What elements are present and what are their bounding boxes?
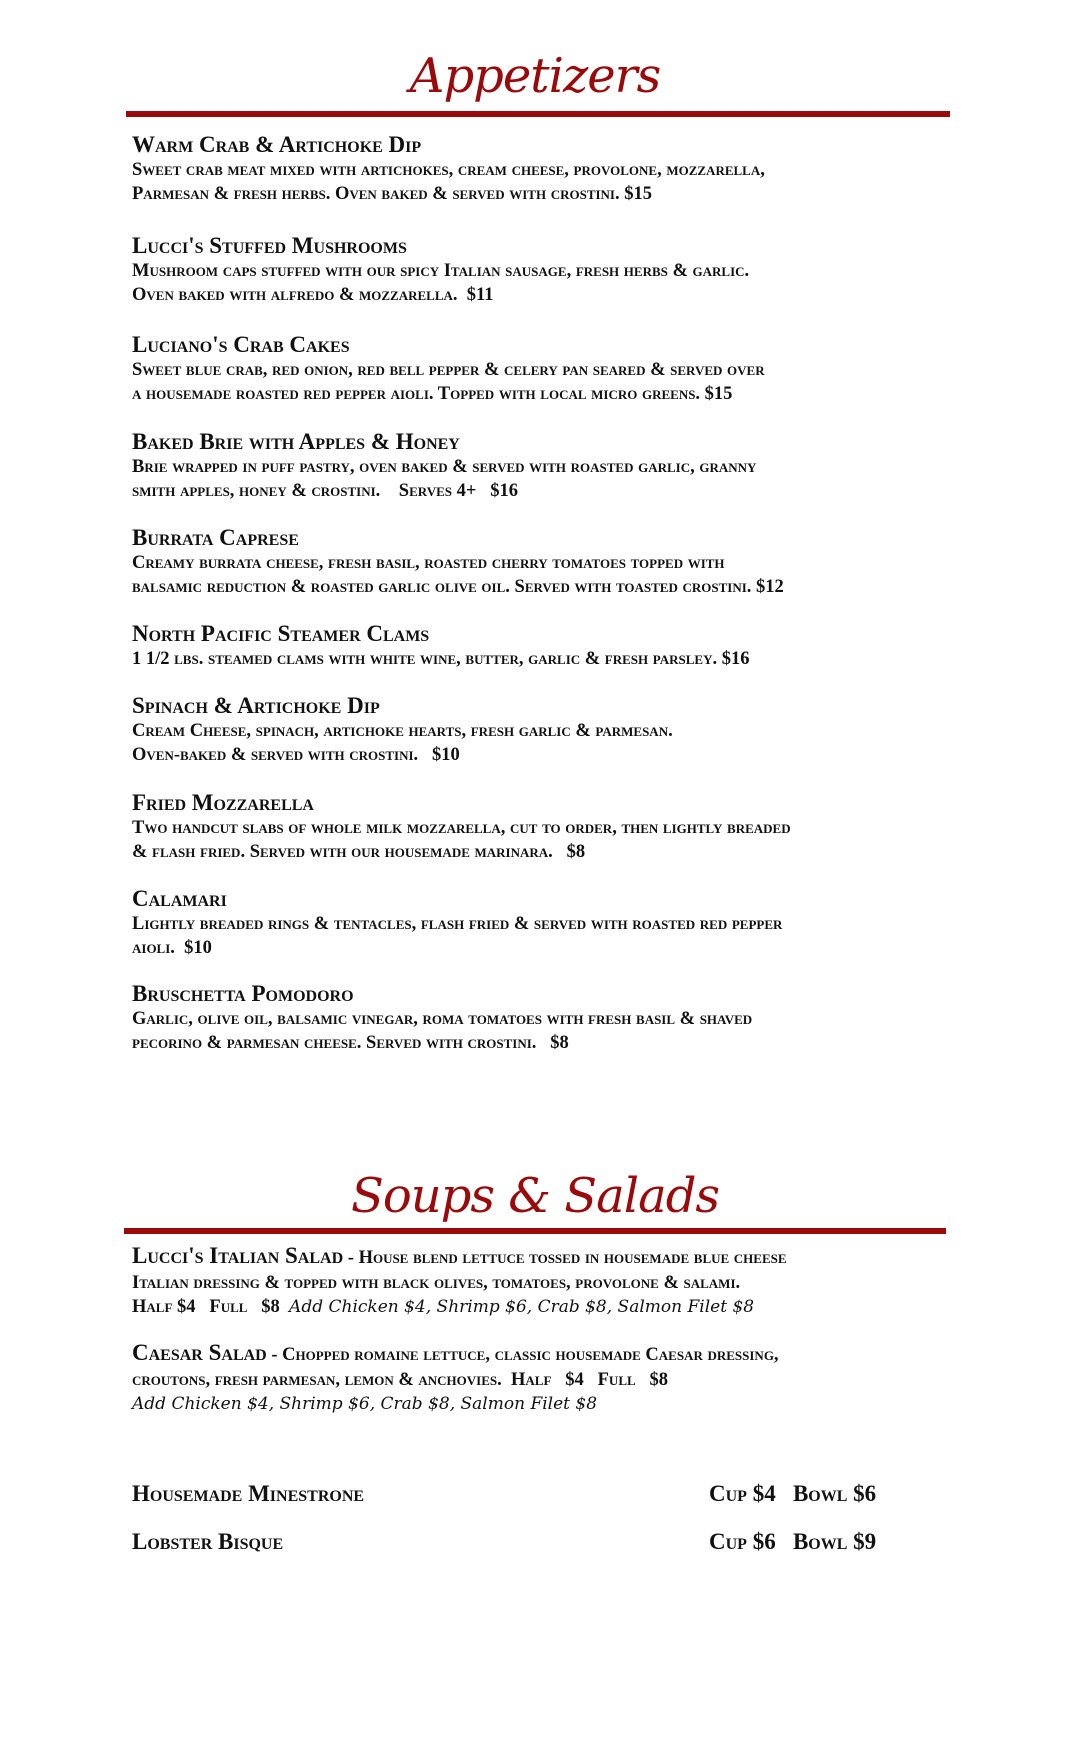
- soups-salads-heading: Soups & Salads: [350, 1168, 720, 1224]
- item-description: - Chopped romaine lettuce, classic housemade Caesar dressing,: [266, 1345, 779, 1365]
- item-name: Fried Mozzarella: [132, 790, 314, 815]
- item-description: Sweet blue crab, red onion, red bell pepper & celery pan seared & served over: [132, 360, 765, 380]
- item-description: Lightly breaded rings & tentacles, flash fried & served with roasted red pepper: [132, 914, 783, 934]
- item-description: pecorino & parmesan cheese. Served with crostini. $8: [132, 1033, 569, 1053]
- item-name: Lucci's Italian Salad: [132, 1243, 344, 1268]
- menu-item-caesar-salad: [132, 1341, 952, 1417]
- item-name: Calamari: [132, 886, 227, 911]
- soup-price: Cup $4 Bowl $6: [709, 1481, 877, 1506]
- item-name: Baked Brie with Apples & Honey: [132, 429, 460, 454]
- item-description: croutons, fresh parmesan, lemon & anchovies. Half $4 Full $8: [132, 1369, 669, 1390]
- item-description: Garlic, olive oil, balsamic vinegar, roma tomatoes with fresh basil & shaved: [132, 1009, 753, 1029]
- menu-item: [132, 790, 952, 864]
- item-addons: Add Chicken $4, Shrimp $6, Crab $8, Salmon Filet $8: [132, 1394, 598, 1414]
- soup-price: Cup $6 Bowl $9: [709, 1529, 877, 1554]
- menu-item: [132, 132, 952, 206]
- menu-item-italian-salad: [132, 1244, 952, 1320]
- item-description: Sweet crab meat mixed with artichokes, cream cheese, provolone, mozzarella,: [132, 160, 765, 180]
- item-description: Cream Cheese, spinach, artichoke hearts, fresh garlic & parmesan.: [132, 721, 673, 741]
- soup-name: Lobster Bisque: [132, 1529, 284, 1554]
- menu-item: [132, 621, 952, 671]
- soups-salads-divider: [124, 1228, 946, 1234]
- item-description: a housemade roasted red pepper aioli. Topped with local micro greens. $15: [132, 384, 733, 404]
- appetizers-divider: [126, 111, 950, 117]
- item-name: Luciano's Crab Cakes: [132, 332, 350, 357]
- appetizers-heading: Appetizers: [409, 48, 661, 104]
- item-name: Lucci's Stuffed Mushrooms: [132, 233, 407, 258]
- item-description: aioli. $10: [132, 938, 212, 958]
- item-name: Burrata Caprese: [132, 525, 299, 550]
- item-description: balsamic reduction & roasted garlic olive oil. Served with toasted crostini. $12: [132, 577, 784, 597]
- item-description: Two handcut slabs of whole milk mozzarella, cut to order, then lightly breaded: [132, 818, 791, 838]
- menu-item: [132, 332, 952, 406]
- item-description: Creamy burrata cheese, fresh basil, roasted cherry tomatoes topped with: [132, 553, 725, 573]
- item-name: Caesar Salad: [132, 1340, 267, 1365]
- item-description: - House blend lettuce tossed in housemade blue cheese: [343, 1248, 787, 1268]
- menu-item: [132, 233, 952, 307]
- item-description: smith apples, honey & crostini. Serves 4+ $16: [132, 481, 519, 501]
- item-name: Spinach & Artichoke Dip: [132, 693, 380, 718]
- item-description: Brie wrapped in puff pastry, oven baked & served with roasted garlic, granny: [132, 457, 757, 477]
- item-description: Oven-baked & served with crostini. $10: [132, 745, 460, 765]
- item-name: North Pacific Steamer Clams: [132, 621, 430, 646]
- item-description: Italian dressing & topped with black olives, tomatoes, provolone & salami.: [132, 1272, 741, 1293]
- menu-item: [132, 693, 952, 767]
- item-description: 1 1/2 lbs. steamed clams with white wine, butter, garlic & fresh parsley. $16: [132, 649, 750, 669]
- menu-item: [132, 525, 952, 599]
- item-name: Warm Crab & Artichoke Dip: [132, 132, 422, 157]
- item-description: Parmesan & fresh herbs. Oven baked & served with crostini. $15: [132, 184, 652, 204]
- item-description: & flash fried. Served with our housemade marinara. $8: [132, 842, 586, 862]
- menu-item: [132, 429, 952, 503]
- soup-name: Housemade Minestrone: [132, 1481, 365, 1506]
- menu-item: [132, 886, 952, 960]
- item-description: Oven baked with alfredo & mozzarella. $11: [132, 285, 494, 305]
- item-addons: Add Chicken $4, Shrimp $6, Crab $8, Salmon Filet $8: [289, 1297, 755, 1317]
- menu-item: [132, 981, 952, 1055]
- item-name: Bruschetta Pomodoro: [132, 981, 354, 1006]
- item-price: Half $4 Full $8: [132, 1297, 290, 1317]
- item-description: Mushroom caps stuffed with our spicy Italian sausage, fresh herbs & garlic.: [132, 261, 750, 281]
